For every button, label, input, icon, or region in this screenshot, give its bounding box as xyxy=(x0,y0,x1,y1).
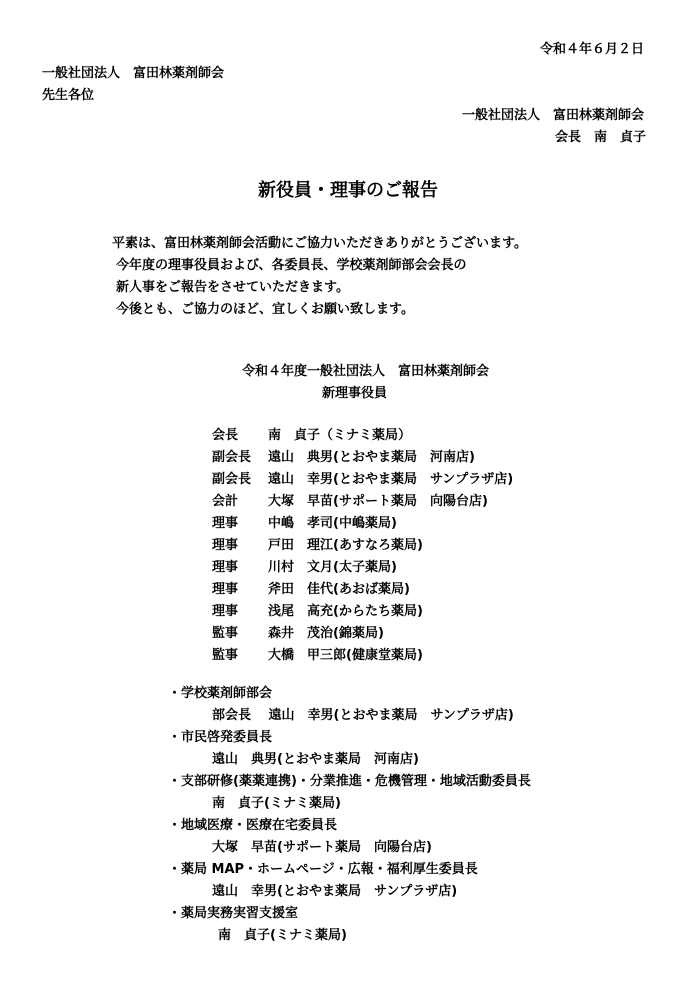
committee-heading: ・学校薬剤師部会 xyxy=(168,686,273,701)
sender-org: 一般社団法人 富田林薬剤師会 xyxy=(462,108,645,123)
committee-member: 南 貞子(ミナミ薬局) xyxy=(212,796,341,811)
recipient-org: 一般社団法人 富田林薬剤師会 xyxy=(42,66,225,81)
officer-name: 遠山 幸男(とおやま薬局 サンプラザ店) xyxy=(268,472,514,487)
officer-role: 副会長 xyxy=(212,472,252,487)
officer-name: 浅尾 高充(からたち薬局) xyxy=(268,604,423,619)
officer-role: 監事 xyxy=(212,626,239,641)
letter-date: 令和４年６月２日 xyxy=(540,42,645,57)
officer-role: 理事 xyxy=(212,516,239,531)
document-title: 新役員・理事のご報告 xyxy=(258,180,438,201)
roster-subheading: 新理事役員 xyxy=(322,386,388,401)
recipient-addressee: 先生各位 xyxy=(42,88,95,103)
committee-member: 大塚 早苗(サポート薬局 向陽台店) xyxy=(212,840,432,855)
body-line-1: 平素は、富田林薬剤師会活動にご協力いただきありがとうございます。 xyxy=(112,236,527,251)
officer-role: 理事 xyxy=(212,604,239,619)
officer-role: 理事 xyxy=(212,582,239,597)
officer-role: 理事 xyxy=(212,538,239,553)
officer-role: 監事 xyxy=(212,648,239,663)
officer-name: 遠山 典男(とおやま薬局 河南店) xyxy=(268,450,475,465)
officer-row xyxy=(212,428,411,444)
officer-row xyxy=(212,516,397,532)
committee-heading: ・薬局実務実習支援室 xyxy=(168,906,299,921)
body-line-3: 新人事をご報告をさせていただきます。 xyxy=(116,280,349,295)
officer-name: 川村 文月(太子薬局) xyxy=(268,560,397,575)
officer-row xyxy=(212,626,384,642)
officer-row xyxy=(212,494,488,510)
body-line-4: 今後とも、ご協力のほど、宜しくお願い致します。 xyxy=(116,302,414,317)
sender-person: 会長 南 貞子 xyxy=(555,130,647,145)
officer-role: 会計 xyxy=(212,494,239,509)
committee-member: 南 貞子(ミナミ薬局) xyxy=(218,928,347,943)
officer-role: 会長 xyxy=(212,428,239,443)
committee-heading: ・市民啓発委員長 xyxy=(168,730,273,745)
officer-row xyxy=(212,648,423,664)
officer-row xyxy=(212,450,475,466)
officer-row xyxy=(212,560,397,576)
officer-name: 戸田 理江(あすなろ薬局) xyxy=(268,538,423,553)
committee-heading: ・薬局 MAP・ホームページ・広報・福利厚生委員長 xyxy=(168,862,478,877)
officer-row xyxy=(212,538,423,554)
officer-name: 大塚 早苗(サポート薬局 向陽台店) xyxy=(268,494,488,509)
officer-row xyxy=(212,582,410,598)
officer-role: 副会長 xyxy=(212,450,252,465)
roster-heading: 令和４年度一般社団法人 富田林薬剤師会 xyxy=(242,364,490,379)
officer-name: 南 貞子（ミナミ薬局） xyxy=(268,428,412,443)
officer-row xyxy=(212,472,513,488)
officer-row xyxy=(212,604,423,620)
committee-member: 部会長 遠山 幸男(とおやま薬局 サンプラザ店) xyxy=(212,708,514,723)
officer-name: 中嶋 孝司(中嶋薬局) xyxy=(268,516,397,531)
officer-role: 理事 xyxy=(212,560,239,575)
officer-name: 大橋 甲三郎(健康堂薬局) xyxy=(268,648,423,663)
committee-heading: ・支部研修(薬薬連携)・分業推進・危機管理・地域活動委員長 xyxy=(168,774,531,789)
officer-name: 森井 茂治(錦薬局) xyxy=(268,626,384,641)
officer-name: 斧田 佳代(あおば薬局) xyxy=(268,582,410,597)
committee-member: 遠山 幸男(とおやま薬局 サンプラザ店) xyxy=(212,884,458,899)
committee-heading: ・地域医療・医療在宅委員長 xyxy=(168,818,338,833)
committee-member: 遠山 典男(とおやま薬局 河南店) xyxy=(212,752,419,767)
body-line-2: 今年度の理事役員および、各委員長、学校薬剤師部会会長の xyxy=(116,258,467,273)
